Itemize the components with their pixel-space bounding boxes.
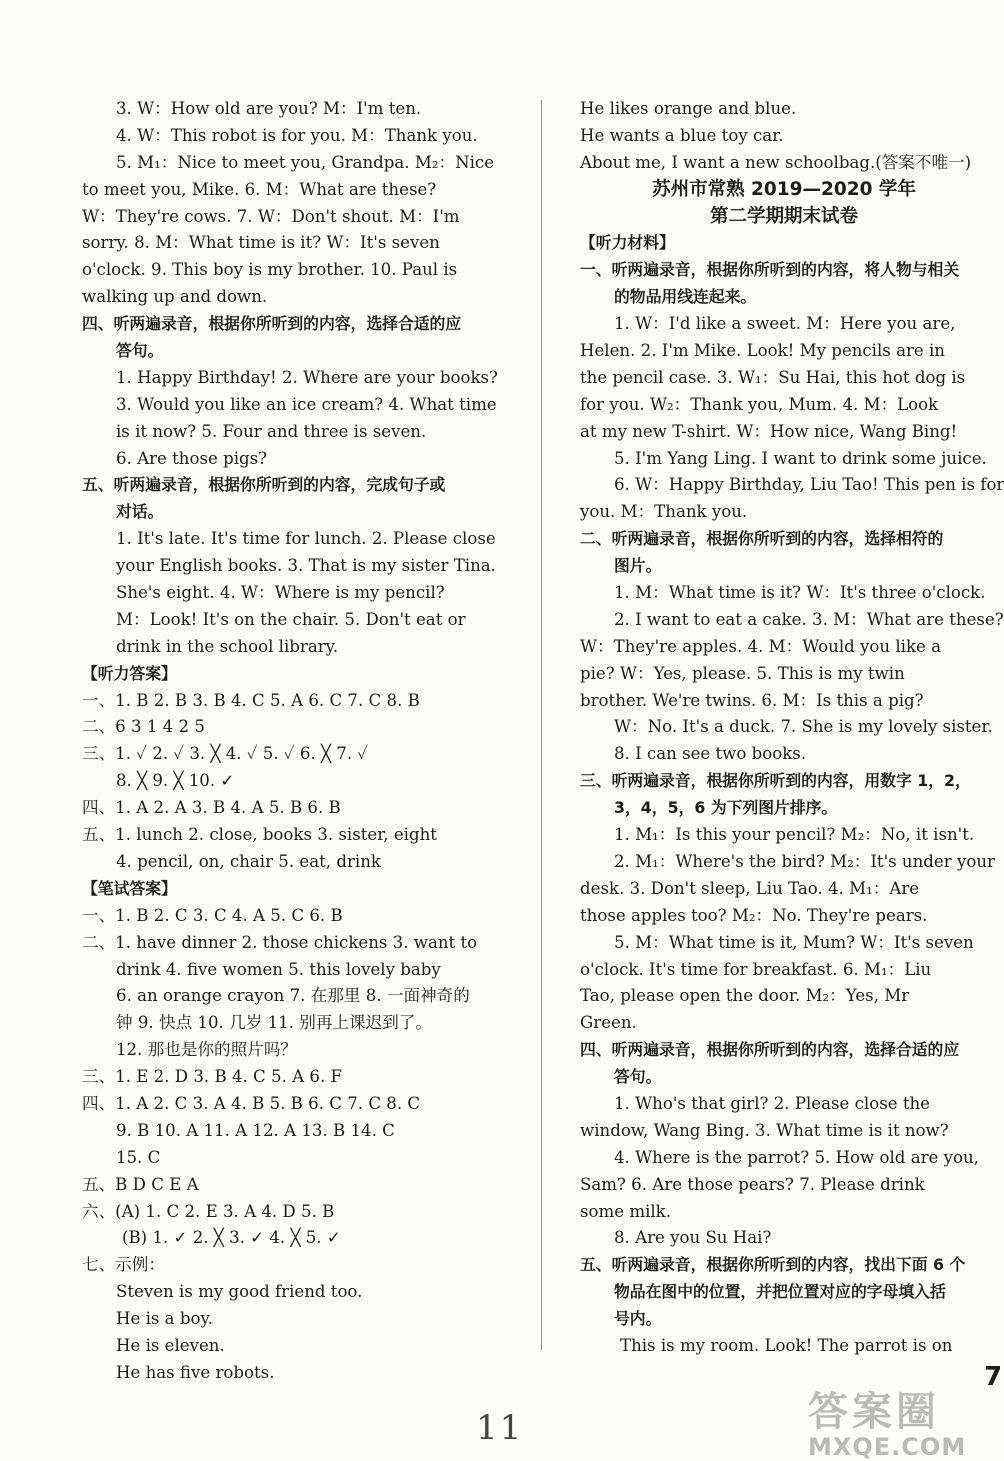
- text-line: brother. We're twins. 6. M：Is this a pig?: [580, 690, 924, 710]
- text-line: 四、听两遍录音，根据你所听到的内容，选择合适的应: [580, 1040, 960, 1060]
- text-line: 12. 那也是你的照片吗？: [116, 1040, 298, 1060]
- text-line: is it now? 5. Four and three is seven.: [116, 421, 427, 441]
- text-line: 2. M₁：Where's the bird? M₂：It's under your: [614, 851, 995, 871]
- text-line: for you. W₂：Thank you, Mum. 4. M：Look: [580, 394, 939, 414]
- text-line: pie? W：Yes, please. 5. This is my twin: [580, 663, 905, 683]
- text-line: He is eleven.: [116, 1335, 225, 1355]
- text-line: Sam? 6. Are those pears? 7. Please drink: [580, 1174, 925, 1194]
- text-line: your English books. 3. That is my sister Tina.: [116, 556, 496, 576]
- text-line: He likes orange and blue.: [580, 99, 797, 118]
- text-line: 3，4，5，6 为下列图片排序。: [614, 798, 838, 818]
- text-line: 4. W：This robot is for you. M：Thank you.: [116, 125, 478, 145]
- column-divider: [541, 100, 542, 1350]
- text-line: those apples too? M₂：No. They're pears.: [580, 905, 928, 925]
- text-line: o'clock. It's time for breakfast. 6. M₁：Liu: [580, 959, 932, 979]
- text-line: desk. 3. Don't sleep, Liu Tao. 4. M₁：Are: [580, 878, 920, 898]
- text-line: 3. Would you like an ice cream? 4. What time: [116, 394, 497, 414]
- text-line: the pencil case. 3. W₁：Su Hai, this hot dog is: [580, 367, 966, 387]
- text-line: Steven is my good friend too.: [116, 1282, 363, 1302]
- text-line: 6. an orange crayon 7. 在那里 8. 一面神奇的: [116, 986, 470, 1006]
- left-column: [82, 96, 522, 1387]
- text-line: 5. M₁：Nice to meet you, Grandpa. M₂：Nice: [116, 152, 495, 172]
- text-line: at my new T-shirt. W：How nice, Wang Bing!: [580, 421, 958, 441]
- text-line: 1. Who's that girl? 2. Please close the: [614, 1093, 931, 1113]
- text-line: drink 4. five women 5. this lovely baby: [116, 959, 441, 979]
- right-column: [580, 96, 1004, 1360]
- text-line: W：They're apples. 4. M：Would you like a: [580, 636, 942, 656]
- page-number: 7: [984, 1362, 1003, 1392]
- text-line: 2. I want to eat a cake. 3. M：What are these?: [614, 609, 1004, 629]
- text-line: 四、1. A 2. C 3. A 4. B 5. B 6. C 7. C 8. C: [82, 1093, 421, 1113]
- text-line: 3. W：How old are you? M：I'm ten.: [116, 99, 422, 118]
- text-line: 1. It's late. It's time for lunch. 2. Please close: [116, 529, 496, 549]
- text-line: He wants a blue toy car.: [580, 125, 784, 145]
- text-line: sorry. 8. M：What time is it? W：It's seven: [82, 233, 440, 253]
- watermark-url: MXQE.COM: [808, 1433, 967, 1461]
- text-line: 【听力答案】: [82, 663, 177, 683]
- text-line: you. M：Thank you.: [580, 502, 748, 522]
- text-line: 图片。: [614, 556, 662, 576]
- text-line: W：They're cows. 7. W：Don't shout. M：I'm: [82, 206, 460, 226]
- text-line: 5. I'm Yang Ling. I want to drink some juice.: [614, 448, 987, 468]
- text-line: 答句。: [116, 341, 164, 361]
- text-line: 三、听两遍录音，根据你所听到的内容，用数字 1，2，: [580, 771, 971, 791]
- text-line: 一、1. B 2. B 3. B 4. C 5. A 6. C 7. C 8. B: [82, 690, 420, 710]
- text-line: He has five robots.: [116, 1362, 275, 1382]
- text-line: 五、听两遍录音，根据你所听到的内容，完成句子或: [82, 475, 446, 495]
- text-line: 二、听两遍录音，根据你所听到的内容，选择相符的: [580, 529, 944, 549]
- text-line: 三、1. E 2. D 3. B 4. C 5. A 6. F: [82, 1067, 343, 1087]
- text-line: 六、(A) 1. C 2. E 3. A 4. D 5. B: [82, 1201, 335, 1221]
- text-line: 1. M：What time is it? W：It's three o'clock.: [614, 583, 986, 603]
- text-line: 二、6 3 1 4 2 5: [82, 717, 205, 737]
- watermark-logo: [808, 1380, 966, 1461]
- text-line: 4. pencil, on, chair 5. eat, drink: [116, 851, 381, 871]
- text-line: 物品在图中的位置，并把位置对应的字母填入括: [614, 1282, 946, 1302]
- text-line: 1. W：I'd like a sweet. M：Here you are,: [614, 314, 956, 334]
- text-line: 苏州市常熟 2019—2020 学年: [652, 178, 916, 200]
- text-line: 第二学期期末试卷: [709, 205, 858, 227]
- text-line: 的物品用线连起来。: [614, 287, 757, 307]
- text-line: 1. Happy Birthday! 2. Where are your books?: [116, 367, 498, 387]
- text-line: W：No. It's a duck. 7. She is my lovely sister.: [614, 717, 993, 737]
- text-line: He is a boy.: [116, 1309, 213, 1329]
- text-line: 9. B 10. A 11. A 12. A 13. B 14. C: [116, 1120, 395, 1140]
- text-line: Helen. 2. I'm Mike. Look! My pencils are in: [580, 341, 945, 361]
- text-line: walking up and down.: [82, 287, 268, 307]
- text-line: 5. M：What time is it, Mum? W：It's seven: [614, 932, 974, 952]
- text-line: She's eight. 4. W：Where is my pencil?: [116, 583, 445, 603]
- text-line: 五、听两遍录音，根据你所听到的内容，找出下面 6 个: [580, 1255, 966, 1275]
- text-line: 6. W：Happy Birthday, Liu Tao! This pen is for: [614, 475, 1004, 495]
- text-line: window, Wang Bing. 3. What time is it now?: [580, 1120, 949, 1140]
- text-line: 四、听两遍录音，根据你所听到的内容，选择合适的应: [82, 314, 462, 334]
- text-line: (B) 1. ✓ 2. ╳ 3. ✓ 4. ╳ 5. ✓: [122, 1228, 341, 1248]
- text-line: 一、1. B 2. C 3. C 4. A 5. C 6. B: [82, 905, 343, 925]
- text-line: 4. Where is the parrot? 5. How old are you,: [614, 1147, 979, 1167]
- text-line: 四、1. A 2. A 3. B 4. A 5. B 6. B: [82, 798, 341, 818]
- text-line: 钟 9. 快点 10. 几岁 11. 别再上课迟到了。: [116, 1013, 432, 1033]
- text-line: About me, I want a new schoolbag.(答案不唯一): [580, 152, 972, 172]
- text-line: 【笔试答案】: [82, 878, 177, 898]
- text-line: some milk.: [580, 1201, 672, 1221]
- text-line: o'clock. 9. This boy is my brother. 10. Paul is: [82, 260, 458, 280]
- text-line: 号内。: [614, 1309, 662, 1329]
- text-line: 【听力材料】: [580, 233, 675, 253]
- text-line: This is my room. Look! The parrot is on: [620, 1335, 953, 1355]
- text-line: 8. Are you Su Hai?: [614, 1228, 772, 1248]
- text-line: 二、1. have dinner 2. those chickens 3. want to: [82, 932, 478, 952]
- text-line: 1. M₁：Is this your pencil? M₂：No, it isn't.: [614, 825, 975, 845]
- text-line: 五、B D C E A: [82, 1174, 199, 1194]
- text-line: 15. C: [116, 1147, 161, 1167]
- text-line: 五、1. lunch 2. close, books 3. sister, eight: [82, 825, 437, 845]
- handwritten-mark: 11: [476, 1408, 524, 1448]
- text-line: M：Look! It's on the chair. 5. Don't eat or: [116, 609, 466, 629]
- text-line: 6. Are those pigs?: [116, 448, 268, 468]
- text-line: Tao, please open the door. M₂：Yes, Mr: [580, 986, 910, 1006]
- text-line: 答句。: [614, 1067, 662, 1087]
- watermark-cn: 答案圈: [808, 1389, 940, 1435]
- text-line: 8. ╳ 9. ╳ 10. ✓: [116, 771, 235, 791]
- text-line: 七、示例：: [82, 1255, 165, 1275]
- text-line: 一、听两遍录音，根据你所听到的内容，将人物与相关: [580, 260, 960, 280]
- text-line: 8. I can see two books.: [614, 744, 807, 764]
- text-line: Green.: [580, 1013, 637, 1033]
- text-line: 对话。: [116, 502, 164, 522]
- text-line: 三、1. ✓ 2. ✓ 3. ╳ 4. ✓ 5. ✓ 6. ╳ 7. ✓: [82, 744, 369, 764]
- text-line: to meet you, Mike. 6. M：What are these?: [82, 179, 437, 199]
- text-line: drink in the school library.: [116, 636, 339, 656]
